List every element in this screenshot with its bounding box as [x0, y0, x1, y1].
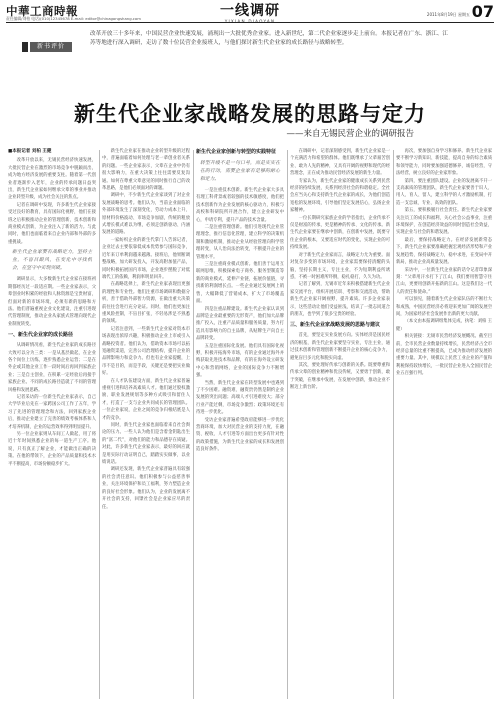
- paragraph: 五是注重国际化发展。他们具有国际化视野，积极开拓海外市场，有的企业通过海外并购获取先进技术和品牌，有的在海外设立研发中心和营销网络，企业的国际竞争力不断增强。: [196, 343, 284, 379]
- paragraph: 改革开放以来，无锡民营经济快速发展，大批民营企业在激烈的市场竞争中脱颖而出，成为地方经济发展的重要支柱。随着第一代创业者逐渐步入老年，企业的传承问题日益突出，新生代企业家如何继承父辈的事业并推动企业转型升级，成为社会关注的焦点。: [8, 158, 96, 201]
- paragraph: 对于新生代企业家而言，战略定力尤为重要。面对复杂多变的市场环境，企业家需要保持清醒的头脑，坚持长期主义，专注主业，不为短期利益所诱惑，不被一时困难所吓倒，稳扎稳打，久久为功。: [290, 252, 390, 280]
- issue-date: 2011年8月19日 星期五: [426, 12, 470, 17]
- paragraph: 记者了解到，无锡市近年来积极搭建新生代企业家交流平台，组织开展培训、考察和交流活动，帮助新生代企业家开阔视野、提升素质。许多企业家表示，这些活动让他们受益匪浅，结识了一批志同道合的朋友，也学到了很多宝贵的经验。: [290, 282, 390, 317]
- section-tag-marker: [22, 42, 28, 52]
- header-rule: [6, 22, 494, 23]
- article-column-2: [102, 148, 190, 701]
- paragraph: （本文由本报调研组集体完成，执笔：刘柏 王健）: [396, 319, 492, 332]
- paragraph: 一是注重技术创新。新生代企业家大多具有理工科背景或者较强的技术敏感度，他们把技术创新作为企业发展的核心驱动力，积极与高校和科研院所开展合作，建立企业研发中心，申请专利，提升产品的技术含量。: [196, 188, 284, 223]
- article-column-3: [196, 148, 284, 701]
- paragraph: 一家纺织企业的新生代掌门人告诉记者，企业过去主要依靠低成本优势参与国际竞争，近年来订单利润越来越薄。接班后，他果断调整战略，加大研发投入，开发高附加值产品，同时积极拓展国内市场，企业逐步摆脱了对低端代工的依赖，利润率明显回升。: [102, 237, 190, 280]
- paragraph: 记者在调研中发现，许多新生代企业家接受过良好的教育，具有国际化视野，他们在接班之后积极推动企业的管理创新、技术创新和商业模式创新，为企业注入了新的活力。与此同时，他们也面临着来自企业内部和外部的多重挑战。: [8, 202, 96, 245]
- pull-quote: 新生代企业家要有战略定力，坚持主业，不盲目跟风，在变化中寻找机会，在坚守中实现突破。: [12, 250, 92, 272]
- paragraph: 可以预见，随着新生代企业家队伍的不断壮大和成熟，中国民营经济必将迎来更加广阔的发展空间，为国家经济社会发展作出新的更大贡献。: [396, 297, 492, 317]
- column-title: 一线调研: [220, 3, 280, 19]
- paragraph: 调研还发现，新生代企业家普遍具有较强的社会责任意识。他们积极参与公益慈善事业，关注环境保护和员工福利，努力塑造企业的良好社会形象。他们认为，企业的发展离不开社会的支持，回馈社会是企业家应尽的责任。: [102, 467, 190, 510]
- paragraph: 采访中，一位新生代企业家的话令记者印象深刻：“父辈用汗水打下了江山，我们要用智慧守住江山，更要用创新开拓新的江山。这是我们这一代人的责任和使命。”: [396, 267, 492, 295]
- paragraph: 三是注重商业模式创新。他们善于运用互联网思维，积极探索电子商务、服务型制造等新的商业模式，延伸产业链，拓展价值链，寻找新的利润增长点。一些企业通过发展网上销售，大幅降低了营销成本，扩大了市场覆盖面。: [196, 262, 284, 305]
- article-byline: ■本报记者 刘柏 王健: [8, 149, 52, 154]
- paragraph: 首先，要坚定实业发展方向。实体经济是国民经济的根基，新生代企业家要坚守实业，专注主业，通过技术创新和管理创新不断提升企业的核心竞争力，避免盲目多元化和脱实向虚。: [290, 333, 390, 361]
- column-divider: [193, 150, 194, 699]
- column-title-block: [204, 4, 296, 24]
- newspaper-masthead: 中華工商時報: [6, 4, 78, 18]
- column-caption: 新生代企业家创新与转型的实践特征: [196, 149, 277, 155]
- paragraph: 在人才队伍建设方面，新生代企业家普遍重视引进和培养高素质人才。他们通过股权激励、职业发展规划等多种方式吸引和留住人才，打造了一支与企业共同成长的管理团队。一位企业家说，企业之间的竞争归根结底是人才的竞争。: [102, 378, 190, 421]
- paragraph: 在战略选择上，新生代企业家表现出更强的理性和专业性。他们注重市场调研和数据分析，善于借助外部智力资源，在做出重大决策前往往会进行充分论证。同时，他们也更加注重风险控制，不盲目扩张，不轻易涉足不熟悉的领域。: [102, 282, 190, 325]
- article-column-4: [290, 148, 390, 701]
- paragraph: 其次，要处理好传承与创新的关系。既要尊重和传承父辈的创业精神和优良传统，又要勇于创新，敢于突破，在继承中发展，在发展中创新，推动企业不断迈上新台阶。: [290, 362, 390, 391]
- paragraph: 当然，新生代企业家在转型发展中也遇到了不少困难。融资难、融资贵仍然是制约企业发展的突出问题；高端人才引进难度大；部分行业产能过剩，市场竞争激烈；政策环境还有待进一步优化。: [196, 380, 284, 416]
- article-subheadline: ——来自无锡民营企业的调研报告: [286, 129, 414, 139]
- paragraph: 调研显示，大多数新生代企业家在接班初期都经历过一段适应期。一些企业家表示，父辈创业时积累的经验和人脉资源是宝贵财富，但面对新的市场环境，必须有新的思路和方法。他们普遍重视企业文化建设，注重引进现代管理制度，推动企业从家族式管理向现代企业制度转变。: [8, 277, 96, 327]
- paragraph: 第五，要积极履行社会责任。新生代企业家要关注员工的成长和福利，关心社会公益事业，注重环境保护，在创造经济效益的同时创造社会效益，实现企业与社会的和谐发展。: [396, 208, 492, 236]
- paragraph: 四是注重品牌建设。新生代企业家认识到品牌是企业最重要的无形资产，他们加大品牌推广投入，注重产品质量和服务质量，努力打造具有影响力的自主品牌，从贴牌生产向自主品牌转变。: [196, 306, 284, 342]
- paragraph: 一位长期研究家族企业的学者指出，企业传承不仅是财富的传承，更是精神的传承、文化的传承。新生代企业家要在继承中创新，在创新中发展，既要守住企业的根本，又要适应时代的变化，实现企业的可持续发展。: [290, 215, 390, 251]
- paragraph: 从调研情况看，新生代企业家的成长路径大致可以分为三类：一是从基层做起，在企业各个岗位上历练，逐步熟悉企业运营；二是在外企或其他企业工作一段时间后再回到家族企业；三是自主创业，在积累一定经验后再接手家族企业。不同的成长路径造就了不同的管理风格和发展思路。: [8, 343, 96, 393]
- paragraph: 二是注重管理创新。他们引进现代企业管理理念，推行信息化管理，建立科学的决策机制和激励机制，推动企业从经验管理向科学管理转变，从人治向法治转变，不断提升企业的管理水平。: [196, 225, 284, 260]
- column-divider: [99, 150, 100, 699]
- paragraph: 新生代企业家在推动企业转型升级的过程中，普遍面临着如何处理与老一辈创业者关系的问题。一些企业家表示，父辈在企业中仍有很大影响力，在重大决策上往往需要反复沟通。如何在尊重父辈意见的同时推行自己的改革思路，是他们必须面对的课题。: [102, 149, 190, 192]
- page-header: [0, 0, 500, 26]
- paragraph: 调研中，不少新生代企业家谈到了对企业发展战略的思考。他们认为，当前企业面临的外部环境发生了深刻变化，劳动力成本上升、原材料价格波动、市场竞争加剧，传统的粗放式增长模式难以为继，必须走创新驱动、内涵发展的道路。: [102, 193, 190, 236]
- page-number: 07: [471, 2, 494, 21]
- paragraph: 记者采访的一位新生代企业家表示，自己大学毕业后先在一家跨国公司工作了五年，学习了先进的管理理念和方法，回到家族企业后，推动企业建立了完善的绩效考核体系和人才培养机制，企业的运营效率得到明显提升。: [8, 394, 96, 430]
- paragraph: 另一位企业家则从车间工人做起，用了将近十年时间熟悉企业的每一道生产工序。他说，只有真正了解企业，才能做出正确的决策。在他的带领下，企业的产品质量和技术水平不断提高，市场份额稳步扩大。: [8, 432, 96, 467]
- column-divider: [287, 150, 288, 699]
- section-subhead: 三、新生代企业家战略发展的思路与建议: [290, 322, 381, 329]
- article-lead: 改革开放三十多年来，中国民营企业快速发展，涌现出一大批优秀企业家。进入新世纪，第二代企业家逐步走上前台。本报记者在广东、浙江、江苏等地进行深入调研，走访了数十位民营企业接班人，与他们探讨新生代企业家的成长路径与战略转型。: [90, 31, 449, 46]
- masthead-contact-line: 责任编辑/刘柏 电话/(010)12345678 E-mail: editor@chinagongshang.com: [6, 16, 141, 21]
- paragraph: 第四，要注重团队建设。企业的发展离不开一支高素质的管理团队，新生代企业家要善于识人、用人、育人、留人，建立科学的人才激励机制，打造一支忠诚、专业、高效的团队。: [396, 178, 492, 206]
- section-tag: 新书评价: [30, 42, 72, 52]
- article-column-5: [396, 148, 492, 701]
- paragraph: 再次，要加强自身学习和修养。新生代企业家要不断学习新知识、新技能，提高自身的综合素质和领导能力，同时要加强道德修养，诚信经营，守法经营，树立良好的企业家形象。: [396, 149, 492, 177]
- column-divider: [393, 150, 394, 699]
- paragraph: 最后，要保持战略定力。在经济发展新常态下，新生代企业家要准确把握宏观经济形势和产业发展趋势，保持战略定力，稳中求进，在变局中开新局，推动企业高质量发展。: [396, 237, 492, 266]
- paragraph: 记者注意到，一些新生代企业家对资本市场表现出浓厚兴趣，积极推动企业上市或引入战略投资者。他们认为，借助资本市场可以拓宽融资渠道，完善公司治理结构，提升企业的品牌影响力和竞争力。但也有企业家提醒，上市不是目的，而是手段，关键还是要把实业做好。: [102, 326, 190, 377]
- pull-quote: 转型升级不是一句口号，而是实实在在的行动，需要企业家有足够的耐心和定力。: [200, 161, 280, 182]
- section-subhead: 一、新生代企业家的成长路径: [8, 332, 74, 339]
- article-headline: 新生代企业家战略发展的思路与定力: [74, 102, 426, 126]
- paragraph: 受访企业家普遍希望政府能够进一步优化营商环境，加大对民营企业的支持力度，在融资、税收、人才引进等方面出台更多有针对性的政策措施，为新生代企业家的成长和发展创造良好条件。: [196, 417, 284, 453]
- paragraph: 专家认为，新生代企业家的健康成长关系到民营经济的持续发展，关系到经济社会的和谐稳定。全社会应当关心和支持新生代企业家的成长，为他们创造宽松的发展环境，引导他们坚定发展信心，弘扬企业家精神。: [290, 178, 390, 214]
- paragraph: 同时，新生代企业家也面临着来自社会舆论的压力。一些人认为他们是含着金钥匙出生的“富二代”，对他们的能力和品德存在质疑。对此，许多新生代企业家表示，最好的回应就是用实际行动证明自己，踏踏实实做事，以业绩说话。: [102, 423, 190, 466]
- paragraph: 相关链接：无锡市民营经济发展概况。截至目前，全市民营企业数量持续增长，民营经济占全市经济总量的比重不断提高，已成为推动经济发展的重要力量。其中，规模以上民营工业企业的产值和利税保持较快增长，一批民营企业进入全国民营企业五百强行列。: [396, 334, 492, 377]
- paragraph: 在调研中，记者深刻感受到，新生代企业家是一个充满活力和希望的群体。他们既继承了父辈艰苦创业、敢为人先的精神，又具有开阔的视野和现代的经营理念，正在成为推动民营经济发展的新生力量。: [290, 149, 390, 177]
- article-column-1: [8, 148, 96, 701]
